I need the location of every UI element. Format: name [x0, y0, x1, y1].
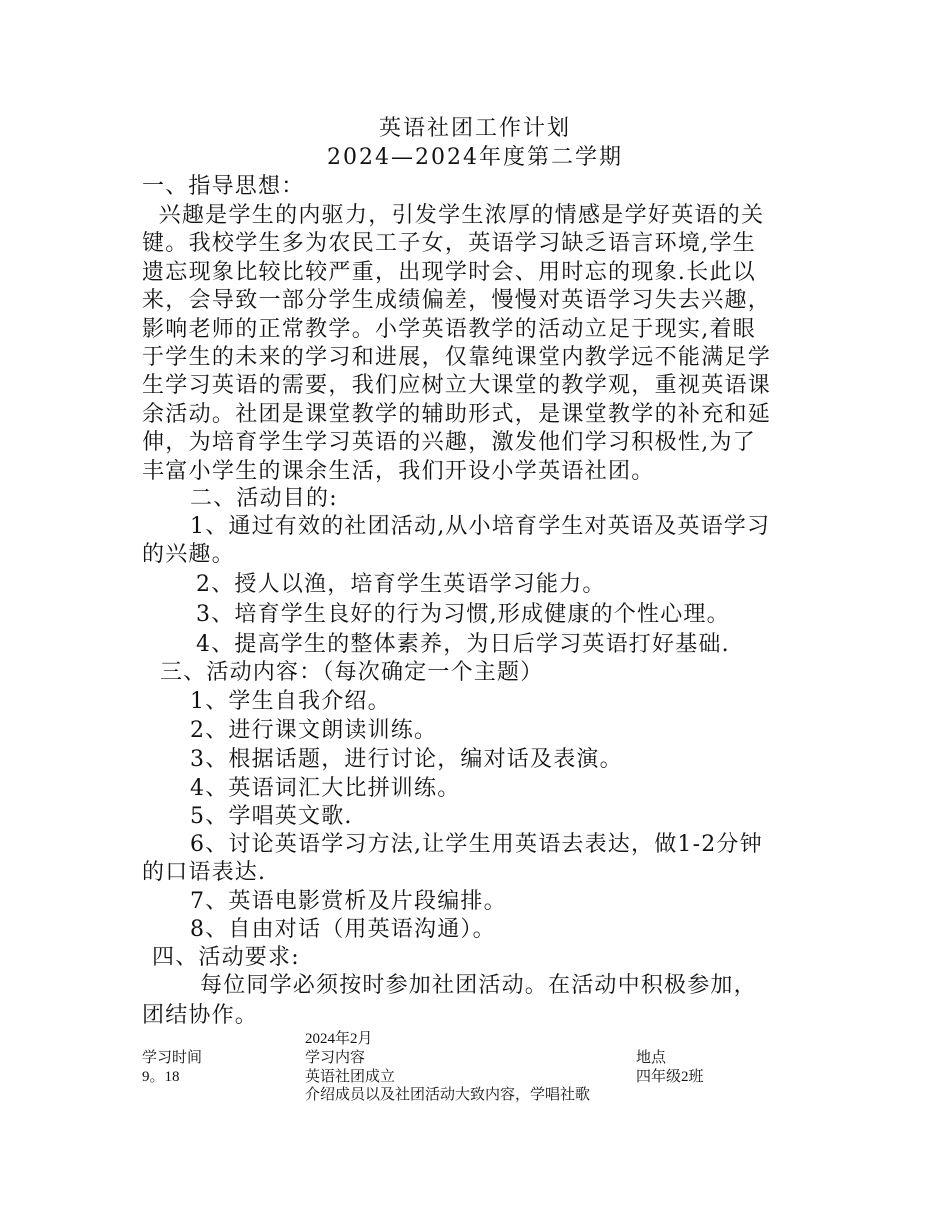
paragraph-line: 键。我校学生多为农民工子女，英语学习缺乏语言环境,学生 — [142, 231, 757, 257]
paragraph-line: 伸，为培育学生学习英语的兴趣，激发他们学习积极性,为了 — [142, 430, 757, 456]
section2-item1-line1: 1、通过有效的社团活动,从小培育学生对英语及英语学习 — [190, 514, 771, 539]
schedule-row-time: 9。18 — [142, 1069, 180, 1085]
schedule-row-content-detail: 介绍成员以及社团活动大致内容，学唱社歌 — [305, 1087, 591, 1103]
paragraph-line: 影响老师的正常教学。小学英语教学的活动立足于现实,着眼 — [142, 316, 757, 342]
paragraph-line: 于学生的未来的学习和进展，仅靠纯课堂内教学远不能满足学 — [142, 345, 772, 371]
schedule-row-content: 英语社团成立 — [305, 1069, 396, 1085]
section2-item2: 2、授人以渔，培育学生英语学习能力。 — [196, 572, 606, 597]
section2-item3: 3、培育学生良好的行为习惯,形成健康的个性心理。 — [196, 602, 730, 627]
paragraph-line: 来，会导致一部分学生成绩偏差，慢慢对英语学习失去兴趣， — [142, 288, 772, 314]
section1-paragraph — [142, 202, 810, 486]
section3-heading: 三、活动内容：（每次确定一个主题） — [160, 660, 544, 685]
section4-line1: 每位同学必须按时参加社团活动。在活动中积极参加， — [200, 973, 757, 998]
section4-heading: 四、活动要求: — [152, 945, 300, 970]
section3-item: 5、学唱英文歌. — [190, 804, 353, 829]
paragraph-line: 兴趣是学生的内驱力，引发学生浓厚的情感是学好英语的关 — [142, 203, 765, 228]
paragraph-line: 生学习英语的需要，我们应树立大课堂的教学观，重视英语课 — [142, 373, 772, 399]
paragraph-line: 遗忘现象比较比较严重，出现学时会、用时忘的现象.长此以 — [142, 259, 757, 285]
schedule-month: 2024年2月 — [305, 1031, 373, 1047]
section3-item: 4、英语词汇大比拼训练。 — [190, 776, 461, 801]
paragraph-line: 余活动。社团是课堂教学的辅助形式，是课堂教学的补充和延 — [142, 401, 772, 427]
section2-heading: 二、活动目的: — [190, 486, 338, 511]
section3-item: 3、根据话题，进行讨论，编对话及表演。 — [190, 747, 623, 772]
section3-item: 1、学生自我介绍。 — [190, 689, 391, 714]
paragraph-line: 丰富小学生的课余生活，我们开设小学英语社团。 — [142, 458, 655, 484]
section2-item1-line2: 的兴趣。 — [142, 542, 235, 567]
section1-heading: 一、指导思想： — [142, 174, 305, 199]
section3-item6-line2: 的口语表达. — [142, 860, 267, 885]
section4-line2: 团结协作。 — [142, 1003, 259, 1028]
schedule-row-place: 四年级2班 — [636, 1069, 704, 1085]
schedule-header-time: 学习时间 — [142, 1050, 203, 1066]
document-title: 英语社团工作计划 — [378, 116, 571, 141]
section3-item8: 8、自由对话（用英语沟通）。 — [190, 917, 496, 942]
section3-item: 2、进行课文朗读训练。 — [190, 718, 438, 743]
schedule-header-content: 学习内容 — [305, 1050, 366, 1066]
section2-item4: 4、提高学生的整体素养，为日后学习英语打好基础. — [196, 632, 730, 657]
section3-item7: 7、英语电影赏析及片段编排。 — [190, 889, 507, 914]
schedule-header-place: 地点 — [636, 1050, 667, 1066]
section3-item6-line1: 6、讨论英语学习方法,让学生用英语去表达，做1-2分钟 — [190, 832, 763, 857]
document-subtitle: 2024—2024年度第二学期 — [327, 145, 623, 170]
